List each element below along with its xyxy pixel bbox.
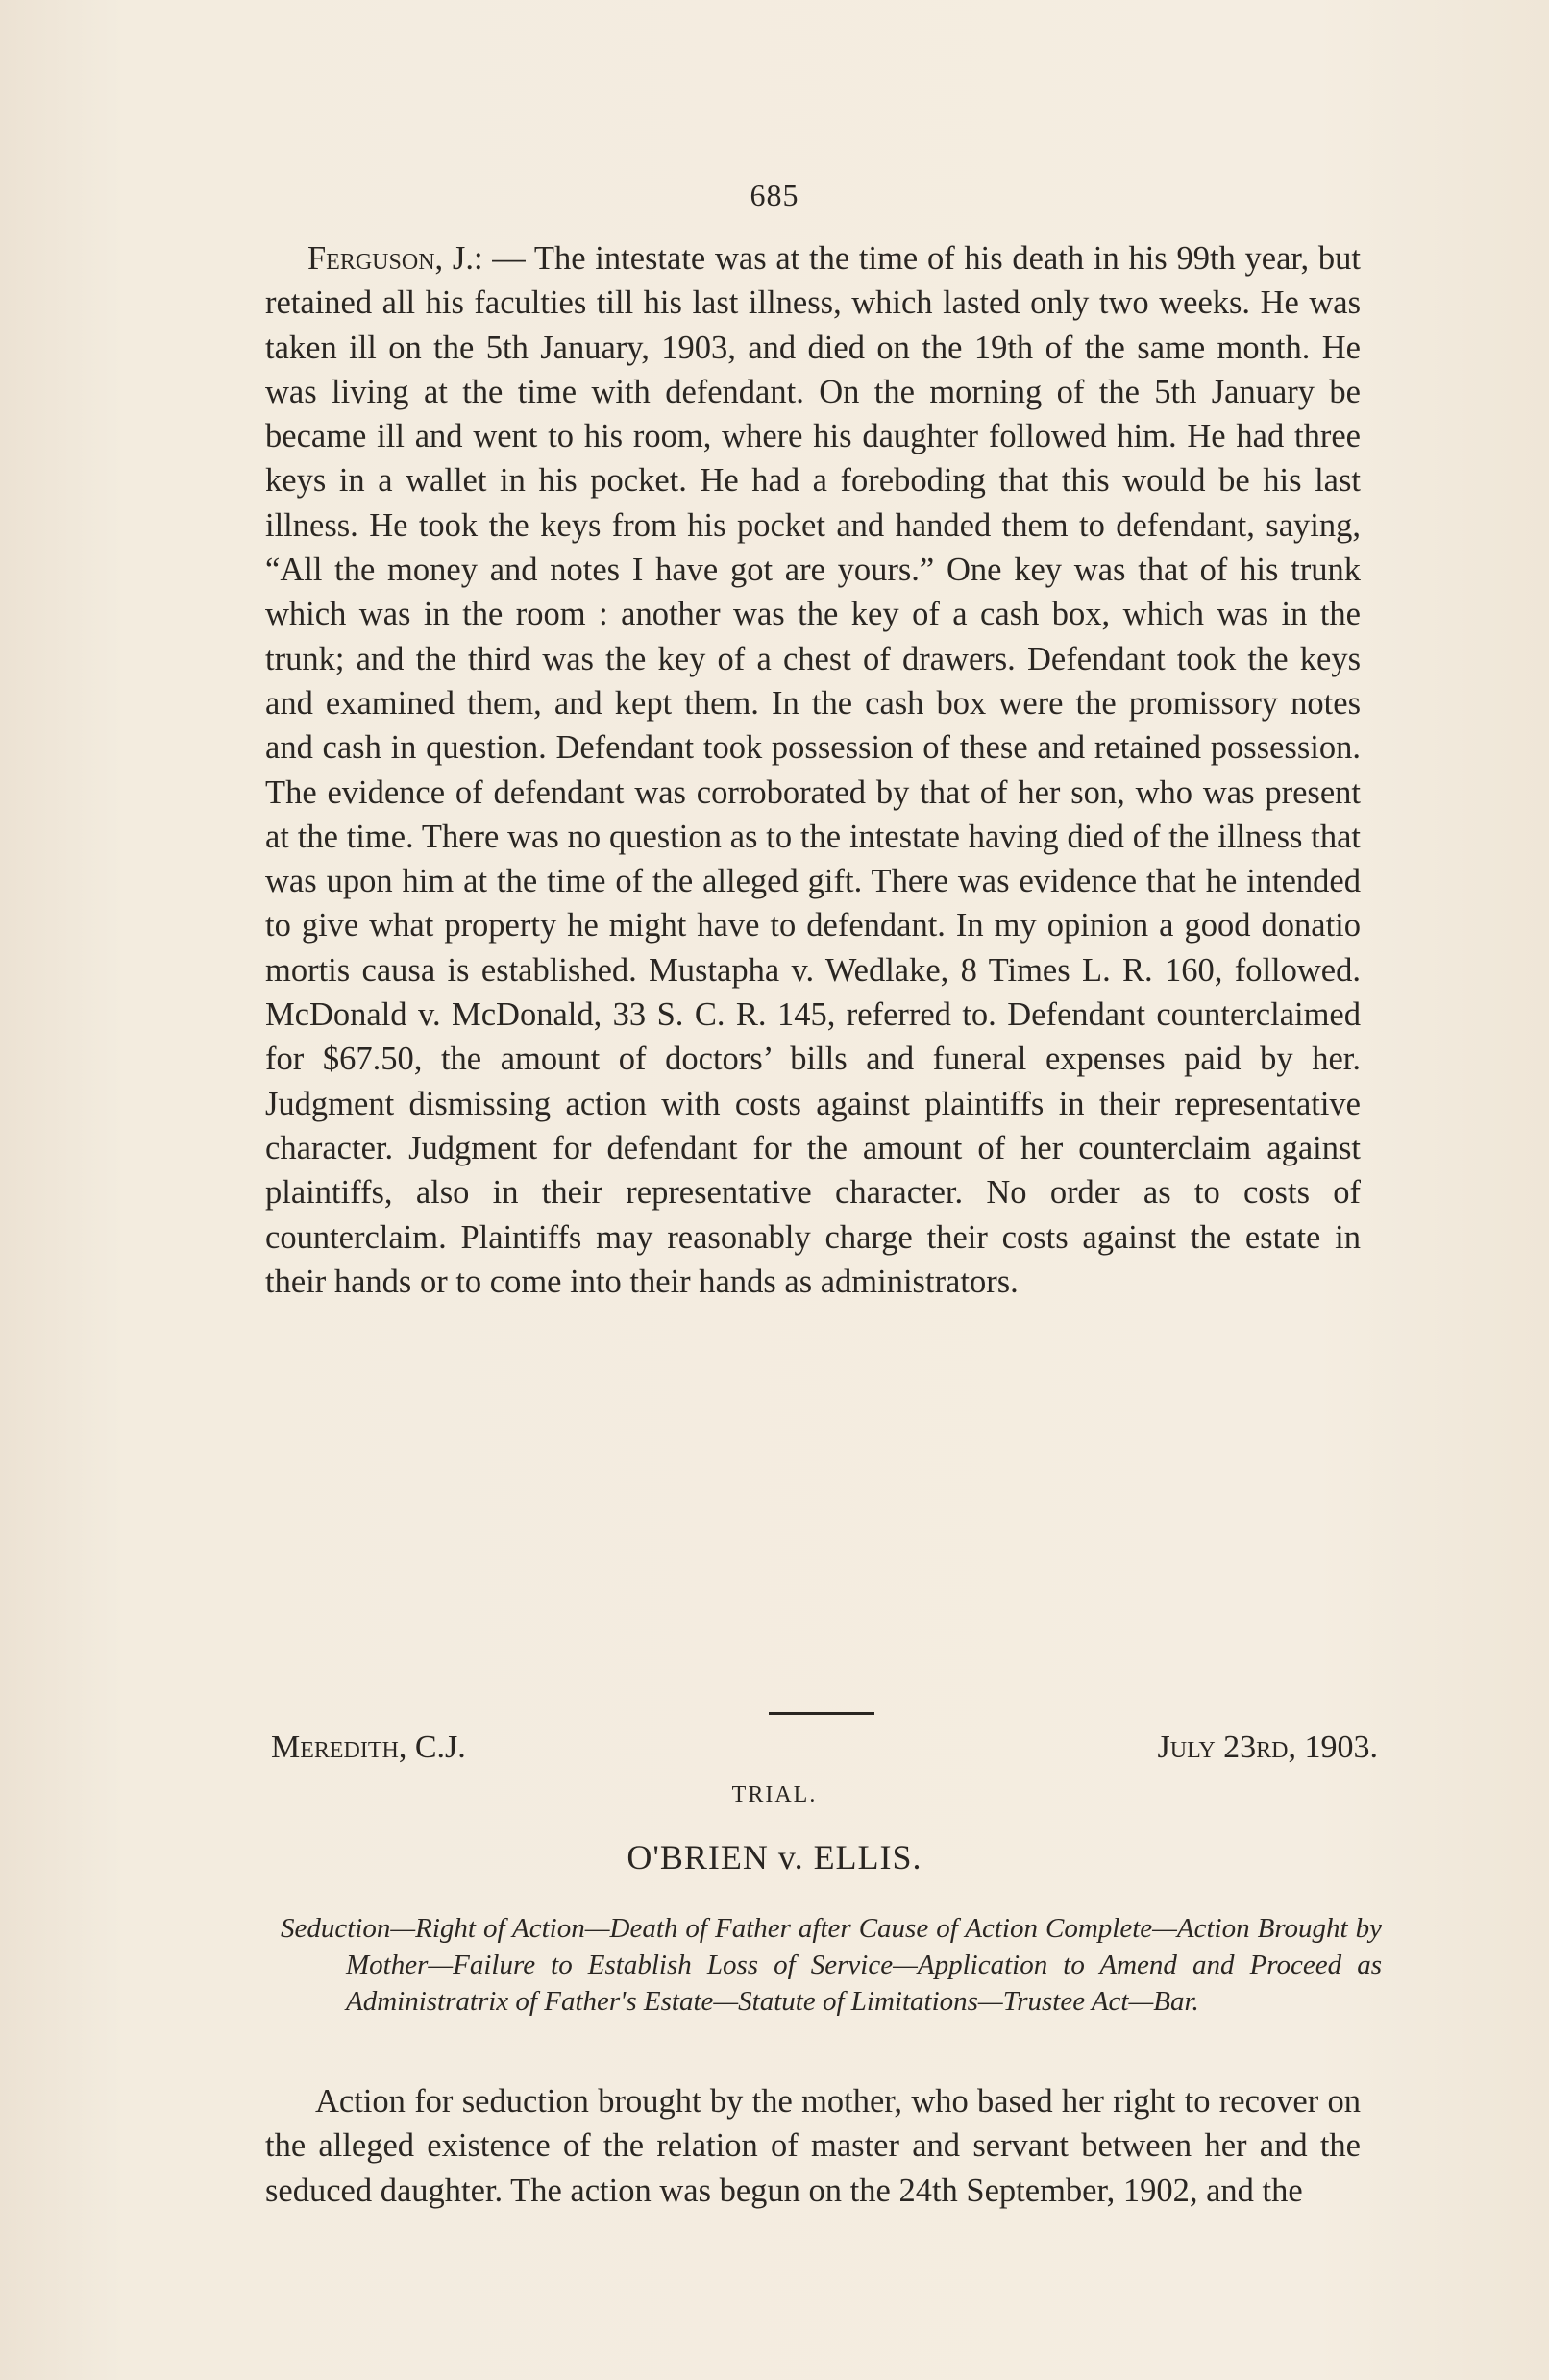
judgment-text: : — The intestate was at the time of his death in his 99th year, but retained all his faculties till his last illness, which lasted only two weeks. He was taken ill on the 5th January, 1903, and died on the 19th of the same month. He was living at the time with defendant. On the morning of the 5th January be became ill and went to his room, where his daughter followed him. He had three keys in a wallet in his pocket. He had a foreboding that this would be his last illness. He took the keys from his pocket and handed them to defendant, saying, “All the money and notes I have got are yours.” One key was that of his trunk which was in the room : another was the key of a cash box, which was in the trunk; and the third was the key of a chest of drawers. Defendant took the keys and examined them, and kept them. In the cash box were the promissory notes and cash in question. Defendant took possession of these and retained possession. The evidence of defendant was corroborated by that of her son, who was present at the time. There was no question as to the intestate having died of the illness that was upon him at the time of the alleged gift. There was evidence that he intended to give what property he might have to defendant. In my opinion a good donatio mortis causa is established. Mustapha v. Wedlake, 8 Times L. R. 160, followed. McDonald v. McDonald, 33 S. C. R. 145, referred to. Defendant counterclaimed for $67.50, the amount of doctors’ bills and funeral expenses paid by her. Judgment dismissing action with costs against plaintiffs in their representative character. Judgment for defendant for the amount of her counterclaim against plaintiffs, also in their representative character. No order as to costs of counterclaim. Plaintiffs may reasonably charge their costs against the estate in their hands or to come into their hands as administrators. xyxy=(265,240,1361,1300)
page-number: 685 xyxy=(750,178,799,212)
opening-paragraph: Action for seduction brought by the mother, who based her right to recover on the alleged existence of the relation of master and servant between her and the seduced daughter. The action was begun on the 24th September, 1902, and the xyxy=(265,2083,1361,2209)
trial-label: TRIAL. xyxy=(731,1782,818,1807)
section-divider xyxy=(769,1712,874,1715)
next-case-date: July 23rd, 1903. xyxy=(1157,1730,1378,1765)
next-case-judge: Meredith, C.J. xyxy=(271,1730,466,1765)
judgment-paragraph xyxy=(265,236,1361,1304)
case-title: O'BRIEN v. ELLIS. xyxy=(627,1838,922,1877)
judge-name: Ferguson, J. xyxy=(307,240,474,277)
case-headnote: Seduction—Right of Action—Death of Father after Cause of Action Complete—Action Brought by Mother—Failure to Establish Loss of Service—Application to Amend and Proceed as Administratrix of Father's Estate—Statute of Limitations—Trustee Act—Bar. xyxy=(281,1913,1382,2017)
